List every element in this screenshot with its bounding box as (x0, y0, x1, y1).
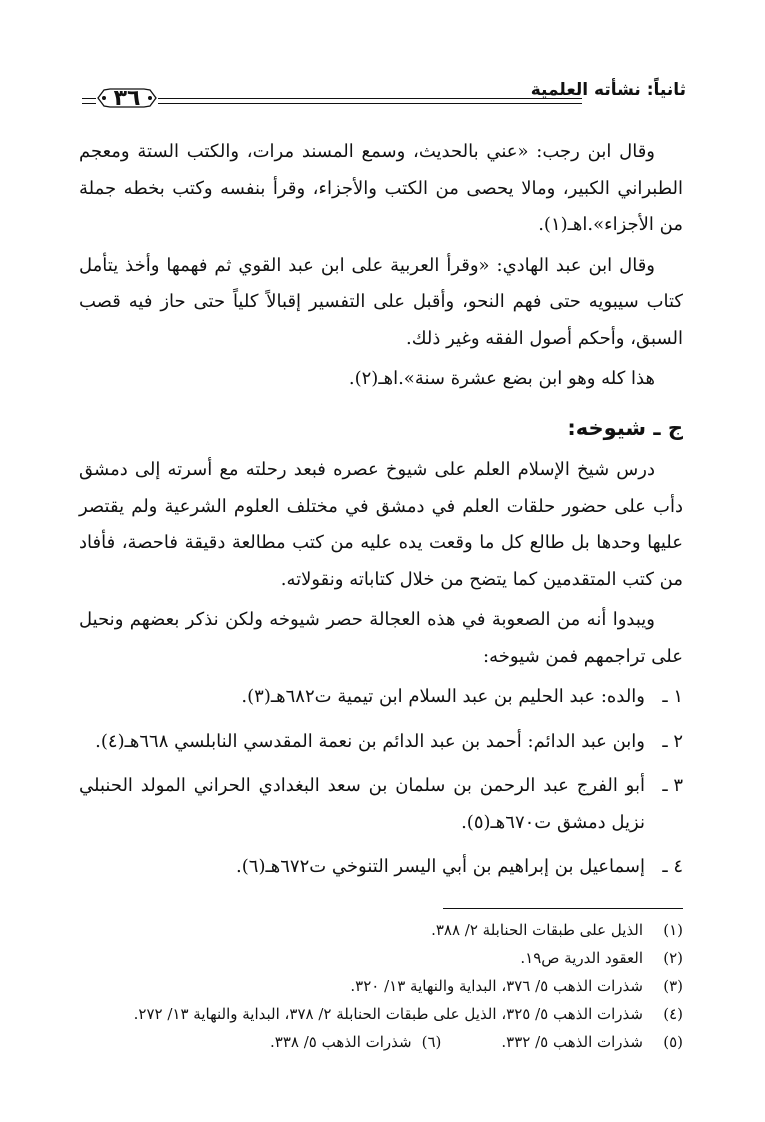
footnote-text: العقود الدرية ص١٩. (520, 949, 643, 967)
footnote (79, 944, 683, 972)
footnotes (79, 916, 683, 1056)
footnote-number: (١) (663, 921, 683, 939)
list-item-text: أبو الفرج عبد الرحمن بن سلمان بن سعد البغدادي الحراني المولد الحنبلي نزيل دمشق ت٦٧٠هـ(٥). (79, 775, 645, 833)
list-item (79, 724, 683, 761)
list-item-text: وابن عبد الدائم: أحمد بن عبد الدائم بن نعمة المقدسي النابلسي ٦٦٨هـ(٤). (95, 730, 645, 752)
footnote-text: شذرات الذهب ٥/ ٣٣٢. (501, 1033, 643, 1051)
section-heading: ج ـ شيوخه: (567, 415, 683, 440)
list-item-number: ٣ ـ (662, 775, 683, 796)
page-number-ornament (96, 84, 158, 112)
footnote (79, 972, 683, 1000)
footnote-number: (٦) (421, 1033, 442, 1051)
list-item-number: ١ ـ (662, 686, 683, 707)
list-item (79, 849, 683, 886)
page-number: ٣٦ (113, 85, 141, 111)
footnote (79, 1000, 683, 1028)
paragraph-age-note: هذا كله وهو ابن بضع عشرة سنة».اهـ(٢). (348, 368, 655, 389)
footnote-separator (443, 908, 683, 909)
list-item-number: ٤ ـ (662, 856, 683, 877)
paragraph-study: درس شيخ الإسلام العلم على شيوخ عصره فبعد رحلته مع أسرته إلى دمشق دأب على حضور حلقات العلم في دمشق في مختلف العلوم الشرعية ولم يقتصر عليها وحدها بل طالع كل ما وقعت يده عليه من كتب مطالعة دقيقة فاحصة، فأفاد من كتب المتقدمين كما يتضح من خلال كتاباته ونقولاته. (79, 459, 683, 590)
footnote-text: شذرات الذهب ٥/ ٣٢٥، الذيل على طبقات الحنابلة ٢/ ٣٧٨، البداية والنهاية ١٣/ ٢٧٢. (133, 1005, 643, 1023)
footnote-number: (٥) (663, 1033, 683, 1051)
footnote-text: الذيل على طبقات الحنابلة ٢/ ٣٨٨. (431, 921, 643, 939)
list-item-number: ٢ ـ (662, 730, 683, 752)
footnote (79, 1028, 683, 1056)
page-header (82, 78, 686, 112)
list-item-text: والده: عبد الحليم بن عبد السلام ابن تيمية ت٦٨٢هـ(٣). (241, 686, 645, 707)
footnote-number: (٣) (663, 977, 683, 995)
footnote-text: شذرات الذهب ٥/ ٣٣٨. (270, 1033, 412, 1051)
footnote (79, 916, 683, 944)
list-item-text: إسماعيل بن إبراهيم بن أبي اليسر التنوخي ت٦٧٢هـ(٦). (236, 856, 645, 877)
footnote-number: (٢) (663, 949, 683, 967)
paragraph-teachers-intro: ويبدوا أنه من الصعوبة في هذه العجالة حصر شيوخه ولكن نذكر بعضهم ونحيل على تراجمهم فمن شيوخه: (79, 609, 683, 667)
list-item (79, 679, 683, 716)
footnote-number: (٤) (663, 1005, 683, 1023)
main-text (79, 134, 683, 894)
paragraph-ibn-rajab: وقال ابن رجب: «عني بالحديث، وسمع المسند مرات، والكتب الستة ومعجم الطبراني الكبير، ومالا يحصى من الكتب والأجزاء، وقرأ بنفسه وكتب بخطه جملة من الأجزاء».اهـ(١). (79, 141, 683, 235)
running-title: ثانياً: نشأته العلمية (530, 80, 686, 100)
footnote-text: شذرات الذهب ٥/ ٣٧٦، البداية والنهاية ١٣/ ٣٢٠. (350, 977, 643, 995)
list-item (79, 768, 683, 841)
paragraph-ibn-abd-alhadi: وقال ابن عبد الهادي: «وقرأ العربية على ابن عبد القوي ثم فهمها وأخذ يتأمل كتاب سيبويه حتى فهم النحو، وأقبل على التفسير إقبالاً كلياً حتى حاز فيه قصب السبق، وأحكم أصول الفقه وغير ذلك. (79, 254, 683, 349)
